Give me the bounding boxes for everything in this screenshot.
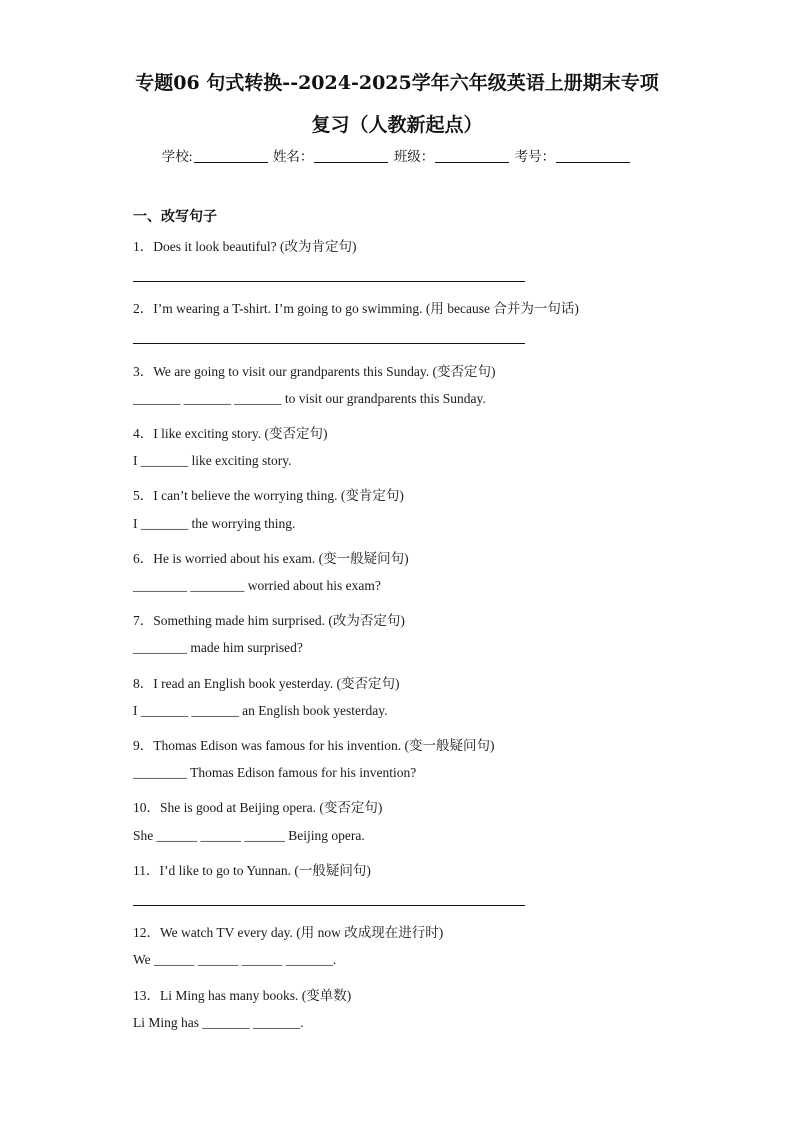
answer-5[interactable]: I _______ the worrying thing. (133, 516, 296, 531)
name-label: 姓名： (272, 149, 314, 164)
question-9: 9．Thomas Edison was famous for his invention. (变一般疑问句) (133, 738, 495, 753)
answer-3[interactable]: _______ _______ _______ to visit our grandparents this Sunday. (133, 391, 486, 406)
class-blank[interactable] (435, 162, 509, 163)
answer-line-2[interactable] (133, 343, 525, 344)
question-4: 4．I like exciting story. (变否定句) (133, 426, 328, 441)
question-8: 8．I read an English book yesterday. (变否定句) (133, 676, 400, 691)
answer-line-1[interactable] (133, 281, 525, 282)
question-13: 13．Li Ming has many books. (变单数) (133, 988, 352, 1003)
school-label: 学校: (161, 149, 193, 164)
answer-12[interactable]: We ______ ______ ______ _______. (133, 952, 337, 967)
answer-8[interactable]: I _______ _______ an English book yesterday. (133, 703, 388, 718)
answer-6[interactable]: ________ ________ worried about his exam? (133, 578, 381, 593)
answer-7[interactable]: ________ made him surprised? (133, 640, 303, 655)
exam-no-label: 考号： (514, 149, 556, 164)
page-title: 专题06 句式转换--2024-2025学年六年级英语上册期末专项 (135, 72, 659, 94)
answer-13[interactable]: Li Ming has _______ _______. (133, 1015, 304, 1030)
class-label: 班级： (393, 149, 435, 164)
question-5: 5．I can’t believe the worrying thing. (变肯定句) (133, 488, 404, 503)
section-title: 一、改写句子 (133, 209, 217, 225)
question-2: 2．I’m wearing a T-shirt. I’m going to go swimming. (用 because 合并为一句话) (133, 301, 579, 316)
school-blank[interactable] (194, 162, 268, 163)
student-info-row (0, 145, 794, 165)
question-10: 10．She is good at Beijing opera. (变否定句) (133, 800, 383, 815)
answer-4[interactable]: I _______ like exciting story. (133, 453, 292, 468)
exam-no-blank[interactable] (556, 162, 630, 163)
answer-9[interactable]: ________ Thomas Edison famous for his invention? (133, 765, 417, 780)
question-7: 7．Something made him surprised. (改为否定句) (133, 613, 405, 628)
name-blank[interactable] (314, 162, 388, 163)
question-11: 11．I’d like to go to Yunnan. (一般疑问句) (133, 863, 371, 878)
answer-line-11[interactable] (133, 905, 525, 906)
page-subtitle: 复习（人教新起点） (311, 114, 483, 136)
question-12: 12．We watch TV every day. (用 now 改成现在进行时) (133, 925, 444, 940)
question-1: 1．Does it look beautiful? (改为肯定句) (133, 239, 357, 254)
question-3: 3．We are going to visit our grandparents this Sunday. (变否定句) (133, 364, 496, 379)
question-6: 6．He is worried about his exam. (变一般疑问句) (133, 551, 409, 566)
answer-10[interactable]: She ______ ______ ______ Beijing opera. (133, 828, 365, 843)
